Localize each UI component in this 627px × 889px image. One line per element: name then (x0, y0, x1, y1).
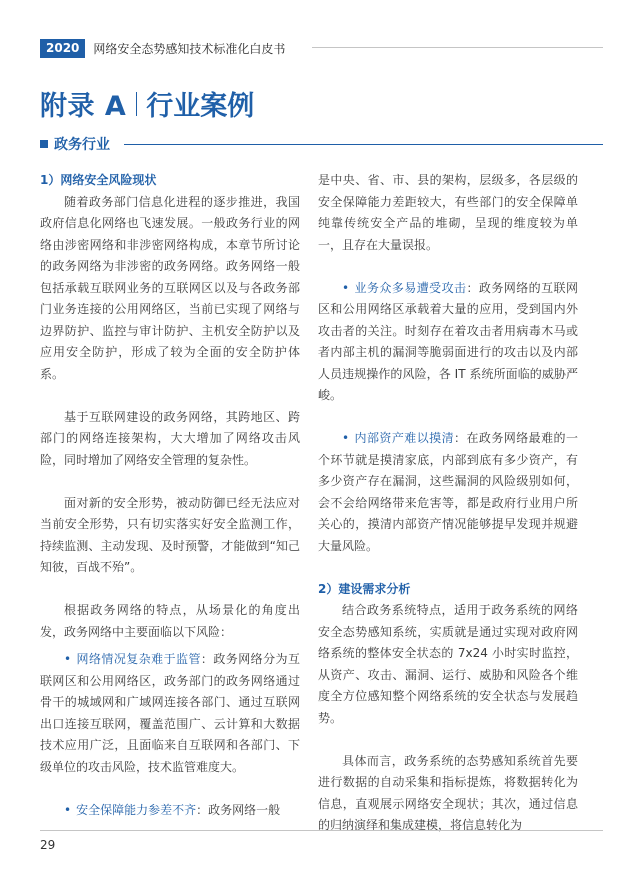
bullet-item (40, 649, 300, 778)
bullet-text: ：政务网络的互联网区和公用网络区承载着大量的应用，受到国内外攻击者的关注。时刻存在着攻击者用病毒木马或者内部主机的漏洞等脆弱面进行的攻击以及内部人员违规操作的风险，各 IT 系统所面临的威胁严峻。 (318, 280, 578, 402)
appendix-title: 行业案例 (146, 91, 255, 122)
bullet-term: 安全保障能力参差不齐 (76, 802, 197, 817)
paragraph: 结合政务系统特点，适用于政务系统的网络安全态势感知系统，实质就是通过实现对政府网络系统的整体安全状态的 7x24 小时实时监控，从资产、攻击、漏洞、运行、威胁和风险各个维度全方位感知整个网络系统的安全状态与发展趋势。 (318, 603, 578, 725)
bullet-dot-icon: • (342, 431, 350, 445)
subheading-requirements: 2）建设需求分析 (318, 581, 411, 596)
paragraph: 具体而言，政务系统的态势感知系统首先要进行数据的自动采集和指标提炼，将数据转化为信息，直观展示网络安全现状；其次，通过信息的归纳演绎和集成建模，将信息转化为 (318, 753, 578, 832)
bullet-item (318, 278, 578, 407)
appendix-separator (136, 92, 137, 116)
bullet-text: ：政务网络一般 (196, 802, 281, 817)
footer-rule (40, 830, 603, 831)
page-header (40, 38, 285, 58)
bullet-dot-icon: • (64, 652, 72, 666)
bullet-term: 网络情况复杂难于监管 (76, 652, 201, 666)
bullet-term: 业务众多易遭受攻击 (354, 280, 467, 295)
left-column (40, 170, 300, 821)
section-heading (40, 134, 603, 154)
bullet-item (40, 800, 300, 822)
section-rule (124, 144, 603, 145)
appendix-heading (40, 84, 254, 123)
header-rule (312, 47, 603, 48)
right-column (318, 170, 578, 837)
subheading-risk-status: 1）网络安全风险现状 (40, 173, 157, 187)
paragraph: 随着政务部门信息化进程的逐步推进，我国政府信息化网络也飞速发展。一般政务行业的网络由涉密网络和非涉密网络构成，本章节所讨论的政务网络为非涉密的政务网络。政务网络一般包括承载互联网业务的互联网区以及与各政务部门业务连接的公用网络区，当前已实现了网络与边界防护、监控与审计防护、主机安全防护以及应用安全防护，形成了较为全面的安全防护体系。 (40, 194, 300, 381)
running-title: 网络安全态势感知技术标准化白皮书 (93, 41, 286, 56)
appendix-label: 附录 A (40, 91, 127, 122)
bullet-item (318, 428, 578, 557)
bullet-text: ：在政务网络最难的一个环节就是摸清家底，内部到底有多少资产，有多少资产存在漏洞，这些漏洞的风险级别如何，会不会给网络带来危害等，都是政府行业用户所关心的，摸清内部资产情况能够提早发现并规避大量风险。 (318, 431, 578, 553)
paragraph: 根据政务网络的特点，从场景化的角度出发，政务网络中主要面临以下风险： (40, 603, 300, 639)
square-bullet-icon (40, 140, 48, 148)
bullet-text: ：政务网络分为互联网区和公用网络区，政务部门的政务网络通过骨干的城域网和广域网连接各部门、通过互联网出口连接互联网，覆盖范围广、云计算和大数据技术应用广泛，且面临来自互联网和各部门、下级单位的攻击风险，技术监管难度大。 (40, 652, 300, 774)
bullet-term: 内部资产难以摸清 (354, 431, 455, 445)
page-number: 29 (40, 838, 56, 852)
section-title: 政务行业 (54, 137, 110, 153)
bullet-dot-icon: • (64, 802, 72, 817)
paragraph: 是中央、省、市、县的架构，层级多，各层级的安全保障能力差距较大，有些部门的安全保障单纯靠传统安全产品的堆砌，呈现的维度较为单一，且存在大量误报。 (318, 173, 578, 252)
paragraph: 面对新的安全形势，被动防御已经无法应对当前安全形势，只有切实落实好安全监测工作，持续监测、主动发现、及时预警，才能做到“知己知彼，百战不殆”。 (40, 495, 300, 574)
bullet-dot-icon: • (342, 280, 350, 295)
year-badge: 2020 (40, 39, 85, 58)
paragraph: 基于互联网建设的政务网络，其跨地区、跨部门的网络连接架构，大大增加了网络攻击风险，同时增加了网络安全管理的复杂性。 (40, 409, 300, 467)
